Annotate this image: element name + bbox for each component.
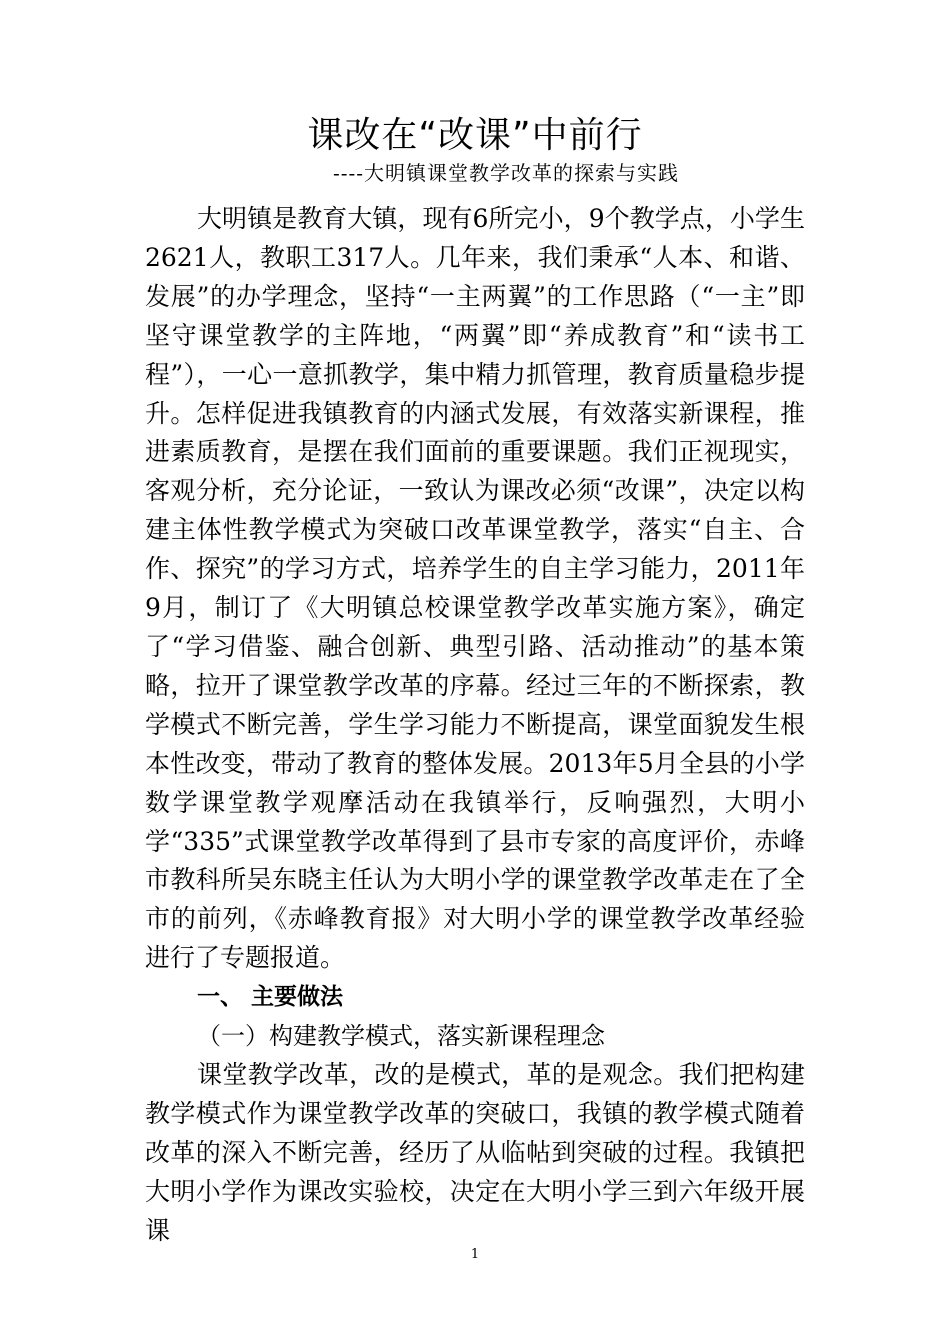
subsection-paragraph: 课堂教学改革，改的是模式，革的是观念。我们把构建教学模式作为课堂教学改革的突破口，我镇的教学模式随着改革的深入不断完善，经历了从临帖到突破的过程。我镇把大明小学作为课改实验校，决定在大明小学三到六年级开展课 [145,1059,805,1245]
document-title: 课改在“改课”中前行 [307,115,643,156]
page-number: 1 [470,1247,480,1262]
document-body [145,200,805,1250]
document-subtitle: ----大明镇课堂教学改革的探索与实践 [332,161,680,185]
section-heading: 一、 主要做法 [197,984,344,1011]
intro-paragraph: 大明镇是教育大镇，现有6所完小，9个教学点，小学生2621人，教职工317人。几年来，我们秉承“人本、和谐、发展”的办学理念，坚持“一主两翼”的工作思路（“一主”即坚守课堂教学的主阵地，“两翼”即“养成教育”和“读书工程”），一心一意抓教学，集中精力抓管理，教育质量稳步提升。怎样促进我镇教育的内涵式发展，有效落实新课程，推进素质教育，是摆在我们面前的重要课题。我们正视现实，客观分析，充分论证，一致认为课改必须“改课”，决定以构建主体性教学模式为突破口改革课堂教学，落实“自主、合作、探究”的学习方式，培养学生的自主学习能力，2011年9月，制订了《大明镇总校课堂教学改革实施方案》，确定了“学习借鉴、融合创新、典型引路、活动推动”的基本策略，拉开了课堂教学改革的序幕。经过三年的不断探索，教学模式不断完善，学生学习能力不断提高，课堂面貌发生根本性改变，带动了教育的整体发展。2013年5月全县的小学数学课堂教学观摩活动在我镇举行，反响强烈，大明小学“335”式课堂教学改革得到了县市专家的高度评价，赤峰市教科所吴东晓主任认为大明小学的课堂教学改革走在了全市的前列，《赤峰教育报》对大明小学的课堂教学改革经验进行了专题报道。 [145,204,805,973]
subsection-heading: （一）构建教学模式，落实新课程理念 [197,1022,605,1051]
